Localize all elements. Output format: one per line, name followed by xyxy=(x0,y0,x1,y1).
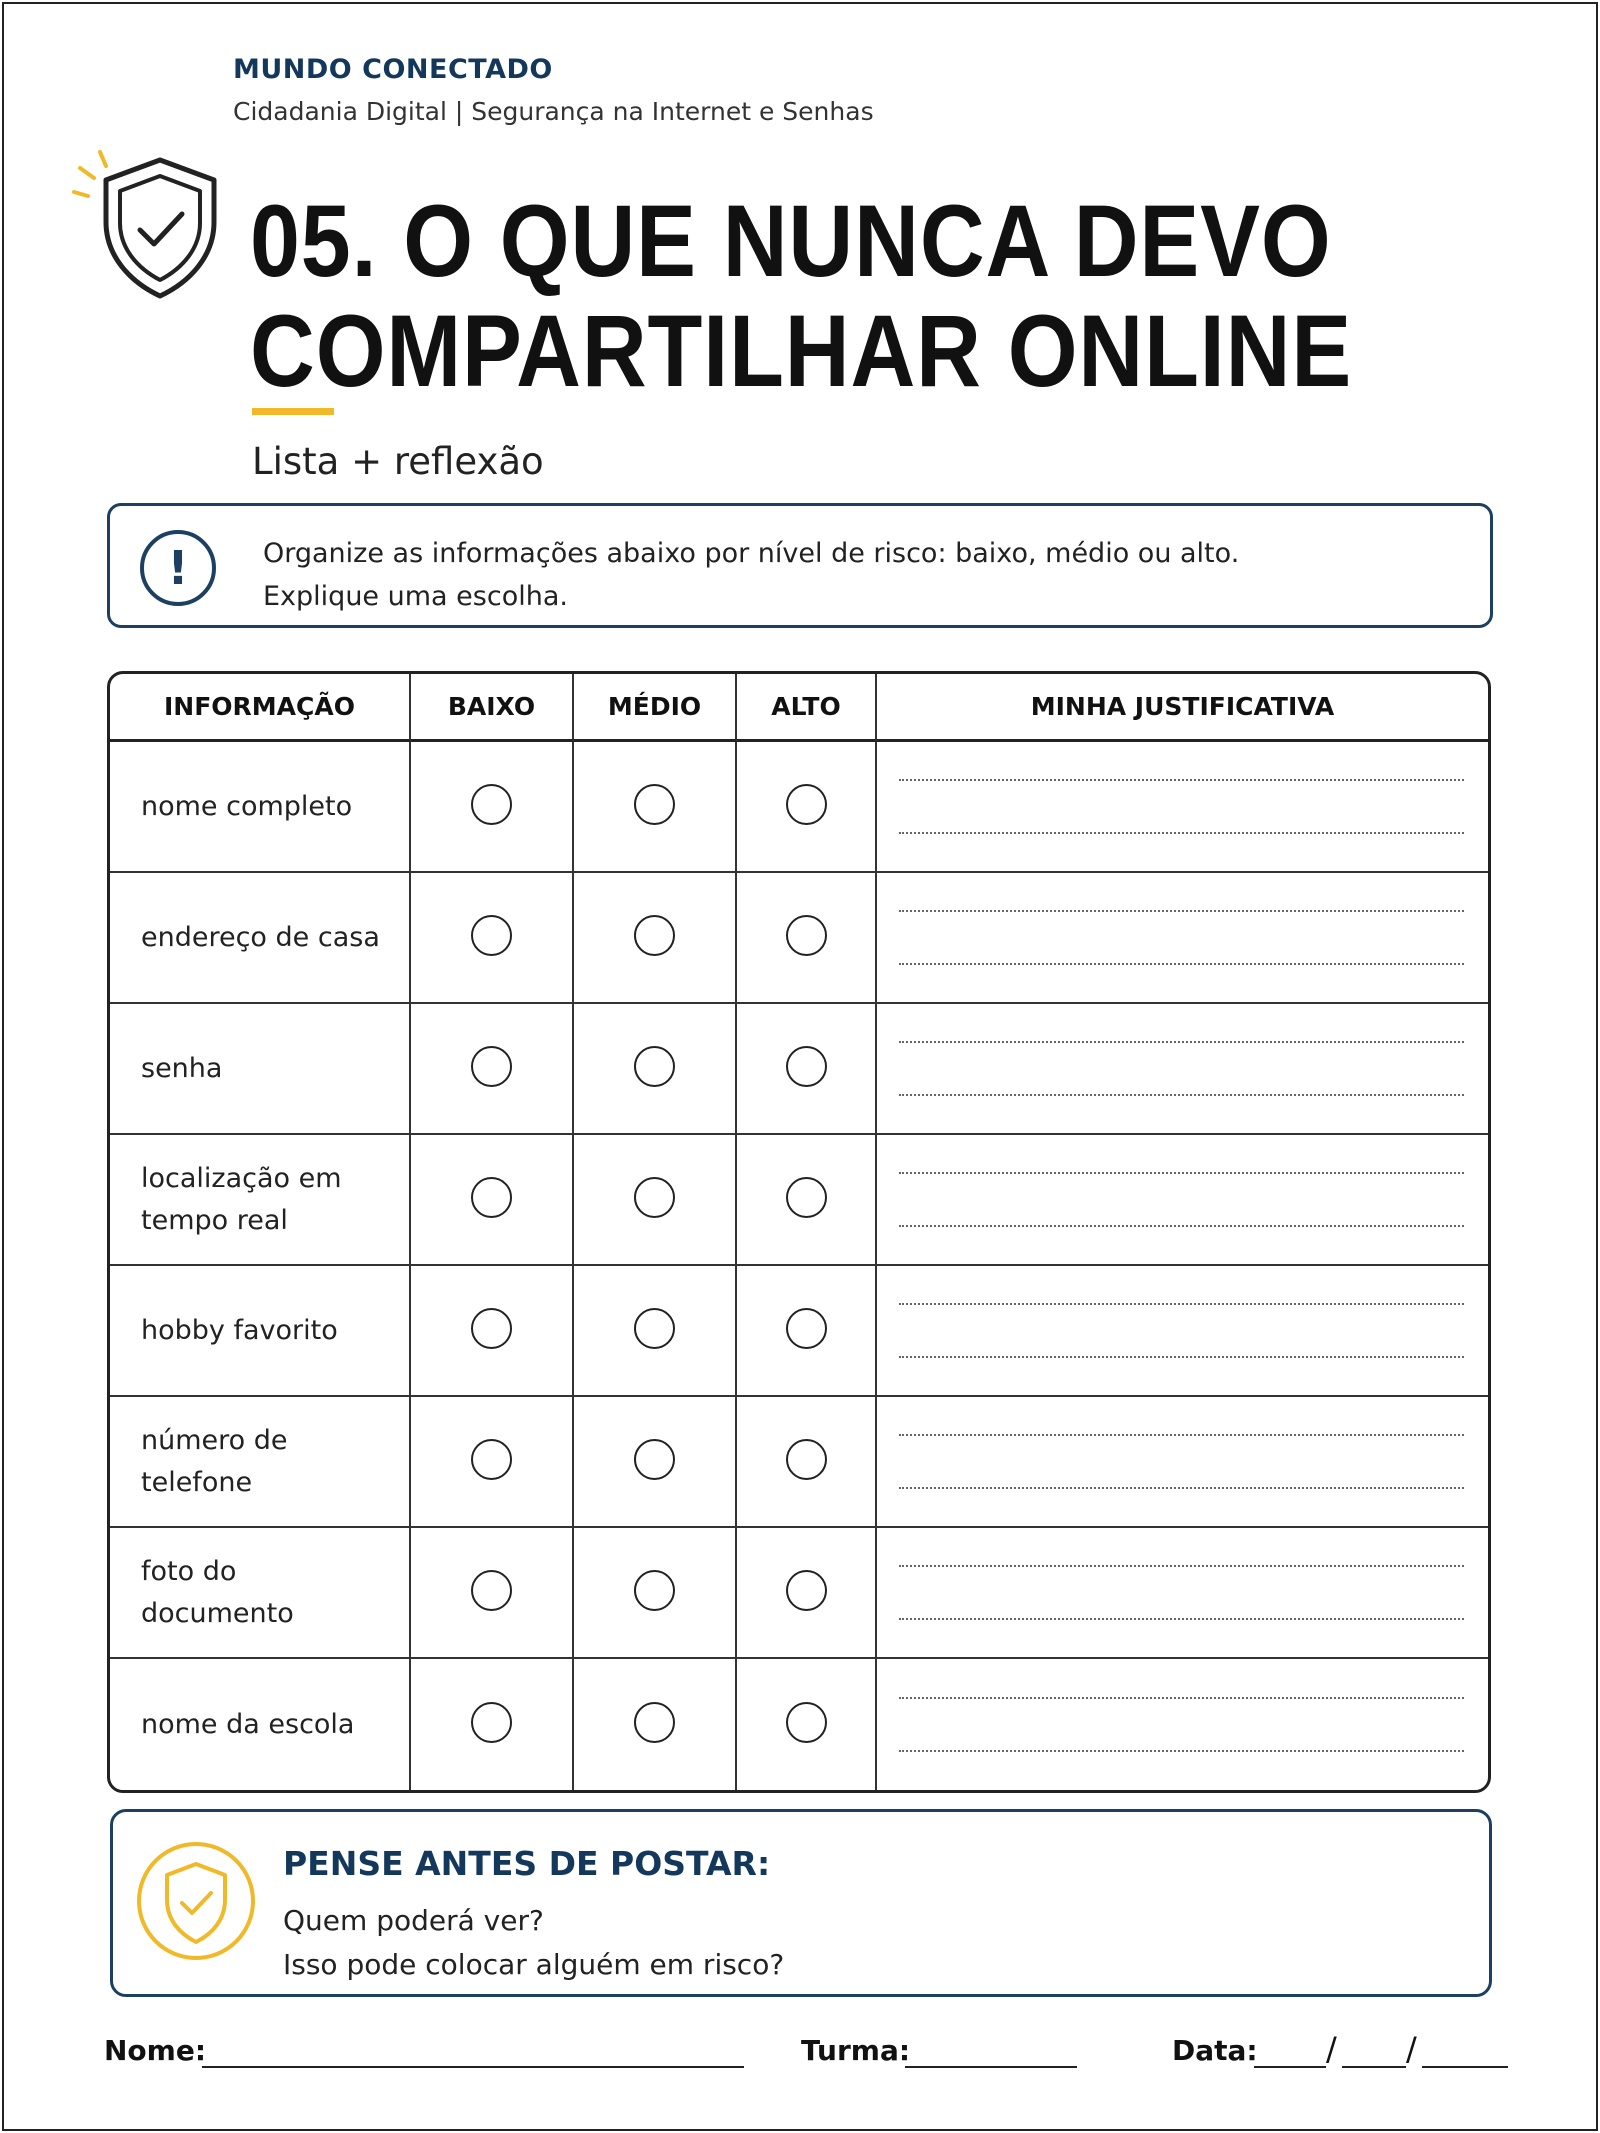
justification-line xyxy=(899,779,1464,781)
name-label: Nome: xyxy=(104,2034,207,2067)
justification-line xyxy=(899,1225,1464,1227)
exclamation-icon: ! xyxy=(140,530,216,606)
risk-high-radio[interactable] xyxy=(786,1308,827,1349)
class-field[interactable] xyxy=(905,2066,1077,2068)
date-separator: / xyxy=(1326,2030,1337,2068)
risk-low-radio[interactable] xyxy=(471,1702,512,1743)
table-row xyxy=(110,1135,1488,1266)
justification-cell[interactable] xyxy=(877,873,1488,1004)
risk-high-radio[interactable] xyxy=(786,1177,827,1218)
brand-name: MUNDO CONECTADO xyxy=(233,54,553,85)
justification-cell[interactable] xyxy=(877,742,1488,873)
header-medium: MÉDIO xyxy=(574,674,737,742)
risk-low-cell xyxy=(411,1004,574,1135)
justification-line xyxy=(899,910,1464,912)
risk-medium-cell xyxy=(574,1266,737,1397)
risk-medium-radio[interactable] xyxy=(634,784,675,825)
justification-line xyxy=(899,1094,1464,1096)
title-line-2: COMPARTILHAR ONLINE xyxy=(250,294,1353,408)
class-label: Turma: xyxy=(801,2034,911,2067)
risk-high-cell xyxy=(737,1397,877,1528)
justification-line xyxy=(899,832,1464,834)
risk-low-radio[interactable] xyxy=(471,784,512,825)
info-cell xyxy=(110,1528,411,1659)
justification-cell[interactable] xyxy=(877,1266,1488,1397)
table-row xyxy=(110,1004,1488,1135)
info-label-line-2: documento xyxy=(141,1597,294,1629)
risk-high-radio[interactable] xyxy=(786,784,827,825)
header-info: INFORMAÇÃO xyxy=(110,674,411,742)
table-row xyxy=(110,1266,1488,1397)
risk-low-cell xyxy=(411,1397,574,1528)
info-label-line-2: telefone xyxy=(141,1466,253,1498)
date-month-field[interactable] xyxy=(1342,2066,1406,2068)
risk-medium-cell xyxy=(574,1397,737,1528)
shield-check-icon xyxy=(135,1840,257,1962)
risk-high-radio[interactable] xyxy=(786,1702,827,1743)
info-cell xyxy=(110,1004,411,1135)
info-label-line-1: hobby favorito xyxy=(141,1314,338,1346)
date-day-field[interactable] xyxy=(1254,2066,1326,2068)
info-cell xyxy=(110,1266,411,1397)
risk-low-radio[interactable] xyxy=(471,1439,512,1480)
page-title xyxy=(250,186,1352,406)
table-row xyxy=(110,1528,1488,1659)
justification-line xyxy=(899,963,1464,965)
info-label-line-1: nome da escola xyxy=(141,1708,355,1740)
risk-low-cell xyxy=(411,1528,574,1659)
justification-line xyxy=(899,1172,1464,1174)
risk-low-cell xyxy=(411,1659,574,1790)
date-year-field[interactable] xyxy=(1422,2066,1508,2068)
table-row xyxy=(110,873,1488,1004)
risk-low-radio[interactable] xyxy=(471,1177,512,1218)
subject-line: Cidadania Digital | Segurança na Internet e Senhas xyxy=(233,97,874,126)
justification-line xyxy=(899,1041,1464,1043)
risk-high-radio[interactable] xyxy=(786,1046,827,1087)
info-cell xyxy=(110,742,411,873)
title-underline xyxy=(252,408,334,415)
justification-cell[interactable] xyxy=(877,1397,1488,1528)
risk-medium-cell xyxy=(574,1659,737,1790)
think-title: PENSE ANTES DE POSTAR: xyxy=(283,1844,771,1883)
risk-high-cell xyxy=(737,1659,877,1790)
risk-medium-radio[interactable] xyxy=(634,1046,675,1087)
think-before-posting-box xyxy=(110,1809,1492,1997)
date-separator: / xyxy=(1406,2030,1417,2068)
risk-low-radio[interactable] xyxy=(471,915,512,956)
risk-high-cell xyxy=(737,873,877,1004)
risk-high-radio[interactable] xyxy=(786,1439,827,1480)
info-label-line-1: nome completo xyxy=(141,790,353,822)
name-field[interactable] xyxy=(202,2066,744,2068)
shield-check-icon xyxy=(72,144,222,304)
info-label-line-1: senha xyxy=(141,1052,223,1084)
justification-line xyxy=(899,1303,1464,1305)
risk-low-radio[interactable] xyxy=(471,1308,512,1349)
info-label-line-2: tempo real xyxy=(141,1204,288,1236)
risk-medium-radio[interactable] xyxy=(634,915,675,956)
justification-cell[interactable] xyxy=(877,1004,1488,1135)
info-label-line-1: foto do xyxy=(141,1555,237,1587)
info-cell xyxy=(110,1397,411,1528)
risk-medium-cell xyxy=(574,1004,737,1135)
table-row xyxy=(110,1659,1488,1790)
info-cell xyxy=(110,1135,411,1266)
think-question-2: Isso pode colocar alguém em risco? xyxy=(283,1948,785,1981)
info-label-line-1: número de xyxy=(141,1424,288,1456)
justification-line xyxy=(899,1356,1464,1358)
justification-cell[interactable] xyxy=(877,1135,1488,1266)
risk-medium-cell xyxy=(574,1528,737,1659)
subtitle: Lista + reflexão xyxy=(252,440,544,483)
risk-low-radio[interactable] xyxy=(471,1570,512,1611)
risk-low-cell xyxy=(411,1135,574,1266)
think-question-1: Quem poderá ver? xyxy=(283,1904,544,1937)
risk-high-cell xyxy=(737,1135,877,1266)
risk-medium-cell xyxy=(574,873,737,1004)
risk-medium-cell xyxy=(574,1135,737,1266)
justification-line xyxy=(899,1697,1464,1699)
info-label-line-1: localização em xyxy=(141,1162,342,1194)
justification-line xyxy=(899,1618,1464,1620)
table-row xyxy=(110,742,1488,873)
info-label-line-1: endereço de casa xyxy=(141,921,380,953)
risk-low-cell xyxy=(411,873,574,1004)
risk-high-cell xyxy=(737,1004,877,1135)
info-cell xyxy=(110,1659,411,1790)
date-label: Data: xyxy=(1172,2034,1258,2067)
instructions-line-1: Organize as informações abaixo por nível de risco: baixo, médio ou alto. xyxy=(263,538,1240,569)
justification-cell[interactable] xyxy=(877,1659,1488,1790)
justification-line xyxy=(899,1750,1464,1752)
risk-medium-radio[interactable] xyxy=(634,1570,675,1611)
header-justification: MINHA JUSTIFICATIVA xyxy=(877,674,1488,742)
risk-medium-radio[interactable] xyxy=(634,1439,675,1480)
title-line-1: 05. O QUE NUNCA DEVO xyxy=(250,184,1332,298)
risk-table xyxy=(107,671,1491,1793)
risk-high-radio[interactable] xyxy=(786,1570,827,1611)
risk-medium-radio[interactable] xyxy=(634,1177,675,1218)
table-row xyxy=(110,1397,1488,1528)
risk-high-cell xyxy=(737,1266,877,1397)
risk-high-radio[interactable] xyxy=(786,915,827,956)
justification-line xyxy=(899,1434,1464,1436)
risk-low-cell xyxy=(411,742,574,873)
risk-low-cell xyxy=(411,1266,574,1397)
risk-medium-radio[interactable] xyxy=(634,1702,675,1743)
justification-line xyxy=(899,1565,1464,1567)
instructions-box xyxy=(107,503,1493,628)
risk-medium-cell xyxy=(574,742,737,873)
table-header-row xyxy=(110,674,1488,742)
risk-high-cell xyxy=(737,742,877,873)
risk-medium-radio[interactable] xyxy=(634,1308,675,1349)
justification-line xyxy=(899,1487,1464,1489)
risk-high-cell xyxy=(737,1528,877,1659)
info-cell xyxy=(110,873,411,1004)
header-low: BAIXO xyxy=(411,674,574,742)
risk-low-radio[interactable] xyxy=(471,1046,512,1087)
instructions-text xyxy=(263,532,1239,618)
instructions-line-2: Explique uma escolha. xyxy=(263,581,568,612)
header-high: ALTO xyxy=(737,674,877,742)
justification-cell[interactable] xyxy=(877,1528,1488,1659)
